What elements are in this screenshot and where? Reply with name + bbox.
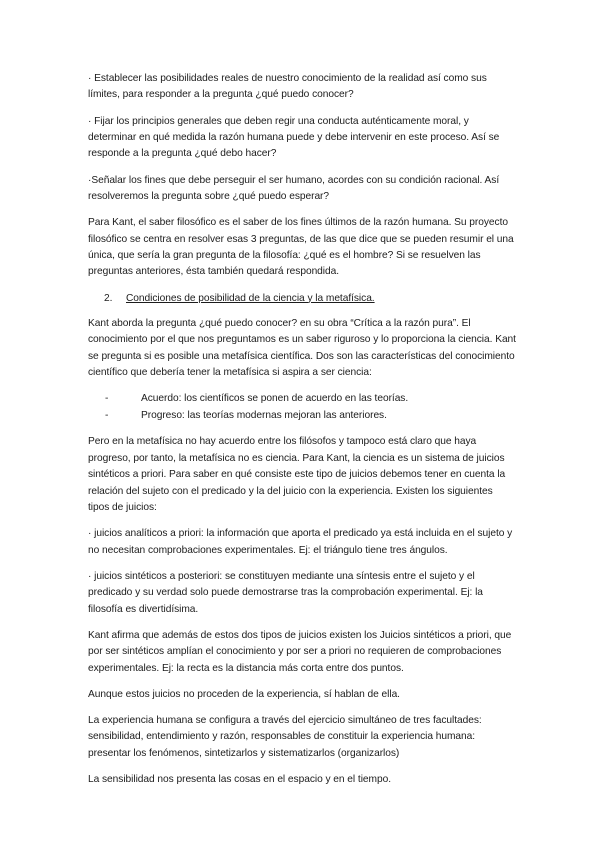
paragraph-limits-of-knowledge: · Establecer las posibilidades reales de nuestro conocimiento de la realidad así como sus límites, para responder a la pregunta ¿qué puedo conocer? (88, 73, 487, 101)
paragraph-metaphysics-not-science: Pero en la metafísica no hay acuerdo entre los filósofos y tampoco está claro que haya progreso, por tanto, la metafísica no es ciencia. Para Kant, la ciencia es un sistema de juicios sintéticos a priori. Para saber en qué consiste este tipo de juicios debemos tener en cuenta la relación del sujeto con el predicado y la del juicio con la experiencia. Existen los siguientes tipos de juicios: (88, 436, 506, 513)
characteristics-list (88, 391, 516, 424)
list-item-text: Progreso: las teorías modernas mejoran las anteriores. (141, 409, 387, 421)
paragraph-three-faculties: La experiencia humana se configura a través del ejercicio simultáneo de tres facultades: sensibilidad, entendimiento y razón, responsables de constituir la experiencia humana: presentar los fenómenos, sintetizarlos y sistematizarlos (organizarlos) (88, 714, 482, 759)
section-number: 2. (104, 292, 113, 304)
paragraph-sensibility: La sensibilidad nos presenta las cosas en el espacio y en el tiempo. (88, 773, 391, 785)
paragraph-human-ends: ·Señalar los fines que debe perseguir el ser humano, acordes con su condición racional. Así resolveremos la pregunta sobre ¿qué puedo esperar? (88, 174, 500, 203)
paragraph-philosophical-knowledge: Para Kant, el saber filosófico es el saber de los fines últimos de la razón humana. Su proyecto filosófico se centra en resolver esas 3 preguntas, de las que dice que se pueden resumir el una única, que sería la gran pregunta de la filosofía: ¿qué es el hombre? Si se resuelven las preguntas anteriores, ésta también quedará respondida. (88, 217, 514, 278)
dash-marker: - (105, 393, 109, 405)
paragraph-synthetic-posteriori: · juicios sintéticos a posteriori: se constituyen mediante una síntesis entre el sujeto y el predicado y su verdad solo puede demostrarse tras la comprobación experimental. Ej: la filosofía es divertidísima. (88, 570, 483, 615)
list-item (105, 408, 516, 424)
paragraph-synthetic-priori: Kant afirma que además de estos dos tipos de juicios existen los Juicios sintéticos a priori, que por ser sintéticos amplían el conocimiento y por ser a priori no requieren de comprobaciones experimentales. Ej: la recta es la distancia más corta entre dos puntos. (88, 629, 512, 674)
list-item-text: Acuerdo: los científicos se ponen de acuerdo en las teorías. (141, 393, 409, 405)
list-item (105, 391, 516, 407)
paragraph-analytic-judgments: · juicios analíticos a priori: la información que aporta el predicado ya está incluida en el sujeto y no necesitan comprobaciones experimentales. Ej: el triángulo tiene tres ángulos. (88, 528, 513, 556)
paragraph-moral-principles: · Fijar los principios generales que deben regir una conducta auténticamente moral, y determinar en qué medida la razón humana puede y debe intervenir en este proceso. Así se responde a la pregunta ¿qué debo hacer? (88, 115, 500, 160)
section-title: Condiciones de posibilidad de la ciencia y la metafísica. (126, 292, 375, 304)
dash-marker: - (105, 409, 109, 421)
section-heading (104, 291, 516, 307)
paragraph-experience: Aunque estos juicios no proceden de la experiencia, sí hablan de ella. (88, 688, 400, 700)
paragraph-kant-question: Kant aborda la pregunta ¿qué puedo conocer? en su obra “Crítica a la razón pura”. El conocimiento por el que nos preguntamos es un saber riguroso y lo proporciona la ciencia. Kant se pregunta si es posible una metafísica científica. Dos son las características del conocimiento científico que debería tener la metafísica si aspira a ser ciencia: (88, 318, 516, 379)
